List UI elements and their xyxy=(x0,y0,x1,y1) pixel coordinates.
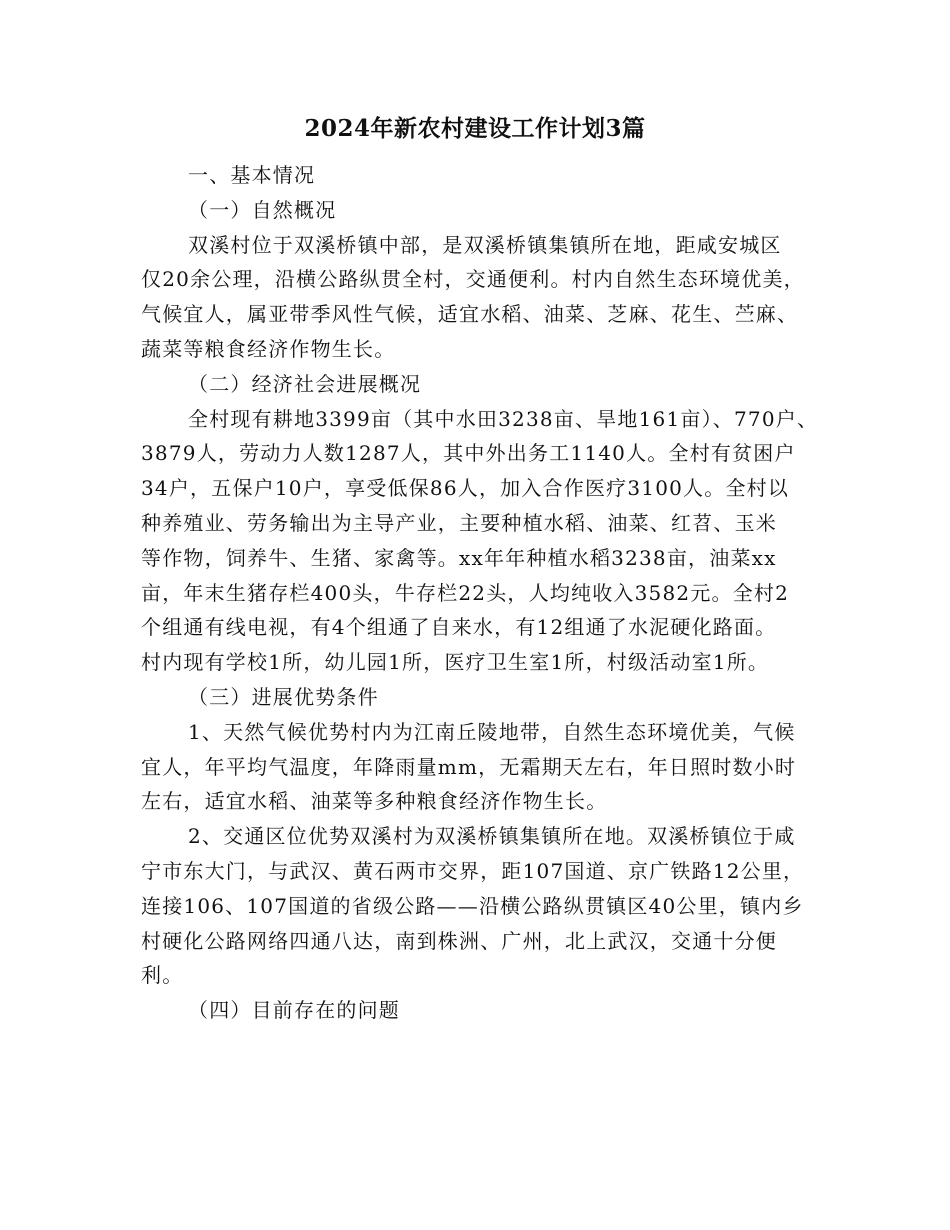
paragraph-line: 全村现有耕地3399亩（其中水田3238亩、旱地161亩）、770户、 xyxy=(188,406,819,431)
paragraph-line: 蔬菜等粮食经济作物生长。 xyxy=(141,336,396,361)
paragraph-line: 2、交通区位优势双溪村为双溪桥镇集镇所在地。双溪桥镇位于咸 xyxy=(188,824,796,849)
document-body xyxy=(141,158,819,1028)
paragraph-line: 村内现有学校1所，幼儿园1所，医疗卫生室1所，村级活动室1所。 xyxy=(141,650,770,675)
paragraph-line: 连接106、107国道的省级公路——沿横公路纵贯镇区40公里，镇内乡 xyxy=(141,893,804,918)
paragraph-line: 3879人，劳动力人数1287人，其中外出务工1140人。全村有贫困户 xyxy=(141,441,796,466)
document-title: 2024年新农村建设工作计划3篇 xyxy=(304,115,646,142)
paragraph-line: 仅20余公理，沿横公路纵贯全村，交通便利。村内自然生态环境优美， xyxy=(141,267,805,292)
subsection-heading: （四）目前存在的问题 xyxy=(188,998,400,1023)
paragraph-line: 宜人，年平均气温度，年降雨量mm，无霜期天左右，年日照时数小时 xyxy=(141,754,797,779)
section-heading: 一、基本情况 xyxy=(188,163,316,187)
paragraph-line: 气候宜人，属亚带季风性气候，适宜水稻、油菜、芝麻、花生、苎麻、 xyxy=(141,302,799,327)
paragraph-line: 双溪村位于双溪桥镇中部，是双溪桥镇集镇所在地，距咸安城区 xyxy=(188,232,782,257)
paragraph-line: 村硬化公路网络四通八达，南到株洲、广州，北上武汉，交通十分便 xyxy=(141,928,777,953)
paragraph-line: 种养殖业、劳务输出为主导产业，主要种植水稻、油菜、红苕、玉米 xyxy=(141,510,777,535)
paragraph-line: 1、天然气候优势村内为江南丘陵地带，自然生态环境优美，气候 xyxy=(188,719,796,744)
paragraph-line: 34户，五保户10户，享受低保86人，加入合作医疗3100人。全村以 xyxy=(141,476,790,501)
paragraph-line: 利。 xyxy=(141,963,184,988)
subsection-heading: （二）经济社会进展概况 xyxy=(188,371,422,396)
paragraph-line: 宁市东大门，与武汉、黄石两市交界，距107国道、京广铁路12公里， xyxy=(141,858,805,883)
subsection-heading: （一）自然概况 xyxy=(188,197,337,222)
paragraph-line: 个组通有线电视，有4个组通了自来水，有12组通了水泥硬化路面。 xyxy=(141,615,777,640)
paragraph-line: 左右，适宜水稻、油菜等多种粮食经济作物生长。 xyxy=(141,789,608,814)
paragraph-line: 等作物，饲养牛、生猪、家禽等。xx年年种植水稻3238亩，油菜xx xyxy=(141,545,777,570)
subsection-heading: （三）进展优势条件 xyxy=(188,684,379,709)
paragraph-line: 亩，年末生猪存栏400头，牛存栏22头，人均纯收入3582元。全村2 xyxy=(141,580,790,605)
